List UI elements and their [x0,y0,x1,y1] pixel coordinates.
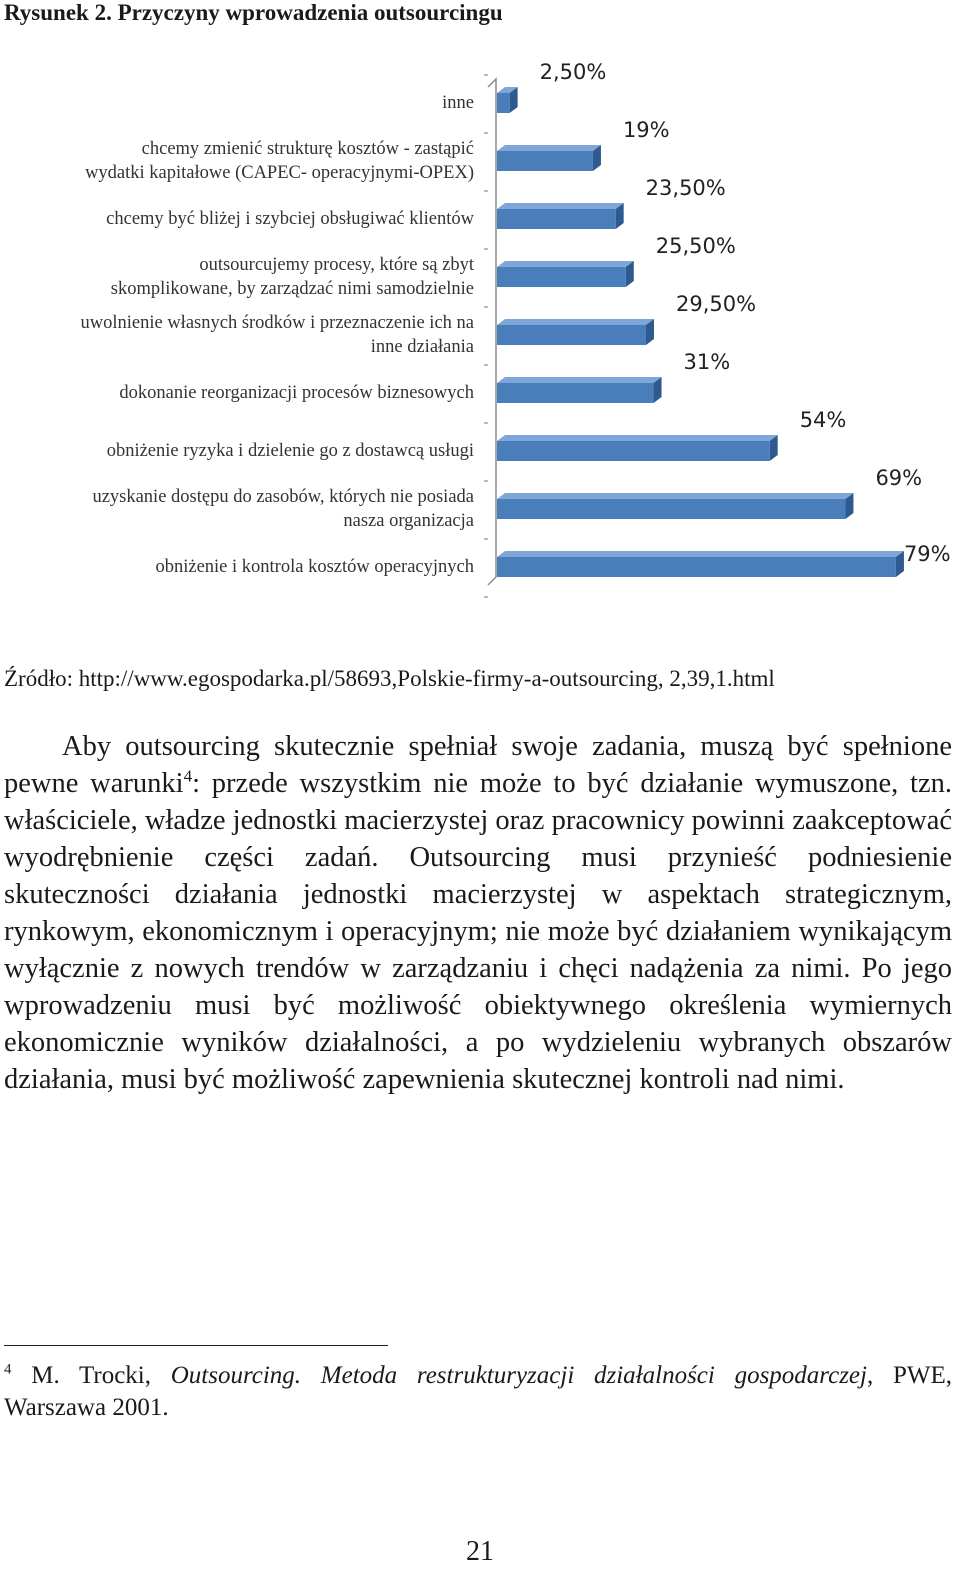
bar [497,551,904,577]
data-label: 2,50% [539,60,607,84]
data-label: 79% [903,542,951,566]
category-label-line: chcemy być bliżej i szybciej obsługiwać klientów [106,209,474,229]
data-label: 31% [683,350,731,374]
footnote-number: 4 [4,1361,12,1378]
page-number: 21 [466,1536,494,1567]
footnote-reference: 4 [183,766,193,786]
category-label-line: uwolnienie własnych środków i przeznaczenie ich na [80,313,474,333]
data-label: 29,50% [675,292,757,316]
footnote-book-title: Outsourcing. Metoda restrukturyzacji działalności gospodarczej [170,1362,867,1389]
category-label-line: chcemy zmienić strukturę kosztów - zastąpić [141,139,474,159]
bar-chart-plot [0,50,960,610]
footnote-separator [4,1345,388,1346]
category-label-line: outsourcujemy procesy, które są zbyt [199,255,474,275]
body-paragraph [4,728,952,1098]
bar [497,493,853,519]
category-label-line: obniżenie i kontrola kosztów operacyjnych [155,557,474,577]
category-label-line: uzyskanie dostępu do zasobów, których nie posiada [92,487,474,507]
figure-source: Źródło: http://www.egospodarka.pl/58693,Polskie-firmy-a-outsourcing, 2,39,1.html [4,666,775,691]
figure-title: Rysunek 2. Przyczyny wprowadzenia outsourcingu [4,0,503,25]
footnote-author: M. Trocki, [11,1362,171,1389]
category-label-line: obniżenie ryzyka i dzielenie go z dostawcą usługi [106,441,474,461]
bar [497,145,601,171]
data-label: 54% [799,408,847,432]
bar [497,203,624,229]
category-label-line: dokonanie reorganizacji procesów biznesowych [119,383,474,403]
bar [497,319,654,345]
footnote [4,1360,952,1424]
category-label-line: inne działania [370,337,474,357]
category-label-line: skomplikowane, by zarządzać nimi samodzielnie [110,279,474,299]
data-label: 69% [875,466,923,490]
category-label-line: nasza organizacja [343,511,474,531]
category-label-line: inne [442,93,474,113]
bar [497,377,662,403]
paragraph-text-part2: : przede wszystkim nie może to być działanie wymuszone, tzn. właściciele, władze jednostki macierzystej oraz pracownicy powinni zaakceptować wyodrębnienie części zadań. Outsourcing musi przynieść podniesienie skuteczności działania jednostki macierzystej w aspektach strategicznym, rynkowym, ekonomicznym i operacyjnym; nie może być działaniem wynikającym wyłącznie z nowych trendów w zarządzaniu i chęci nadążenia za nimi. Po jego wprowadzeniu musi być możliwość obiektywnego określenia wymiernych ekonomicznie wyników działalności, a po wydzieleniu wybranych obszarów działania, musi być możliwość zapewnienia skutecznej kontroli nad nimi. [4,768,952,1095]
bar [497,261,634,287]
bar [497,435,778,461]
bar-chart [0,50,960,610]
paragraph-text-part1: Aby outsourcing skutecznie spełniał swoje zadania, muszą być spełnione pewne warunki [4,731,952,799]
data-label: 19% [622,118,670,142]
data-label: 25,50% [655,234,736,258]
bar [497,87,518,113]
data-label: 23,50% [645,176,726,200]
footnote-publisher: , PWE, Warszawa 2001. [4,1362,952,1421]
category-axis [488,79,496,585]
category-label-line: wydatki kapitałowe (CAPEC- operacyjnymi-OPEX) [85,163,474,183]
